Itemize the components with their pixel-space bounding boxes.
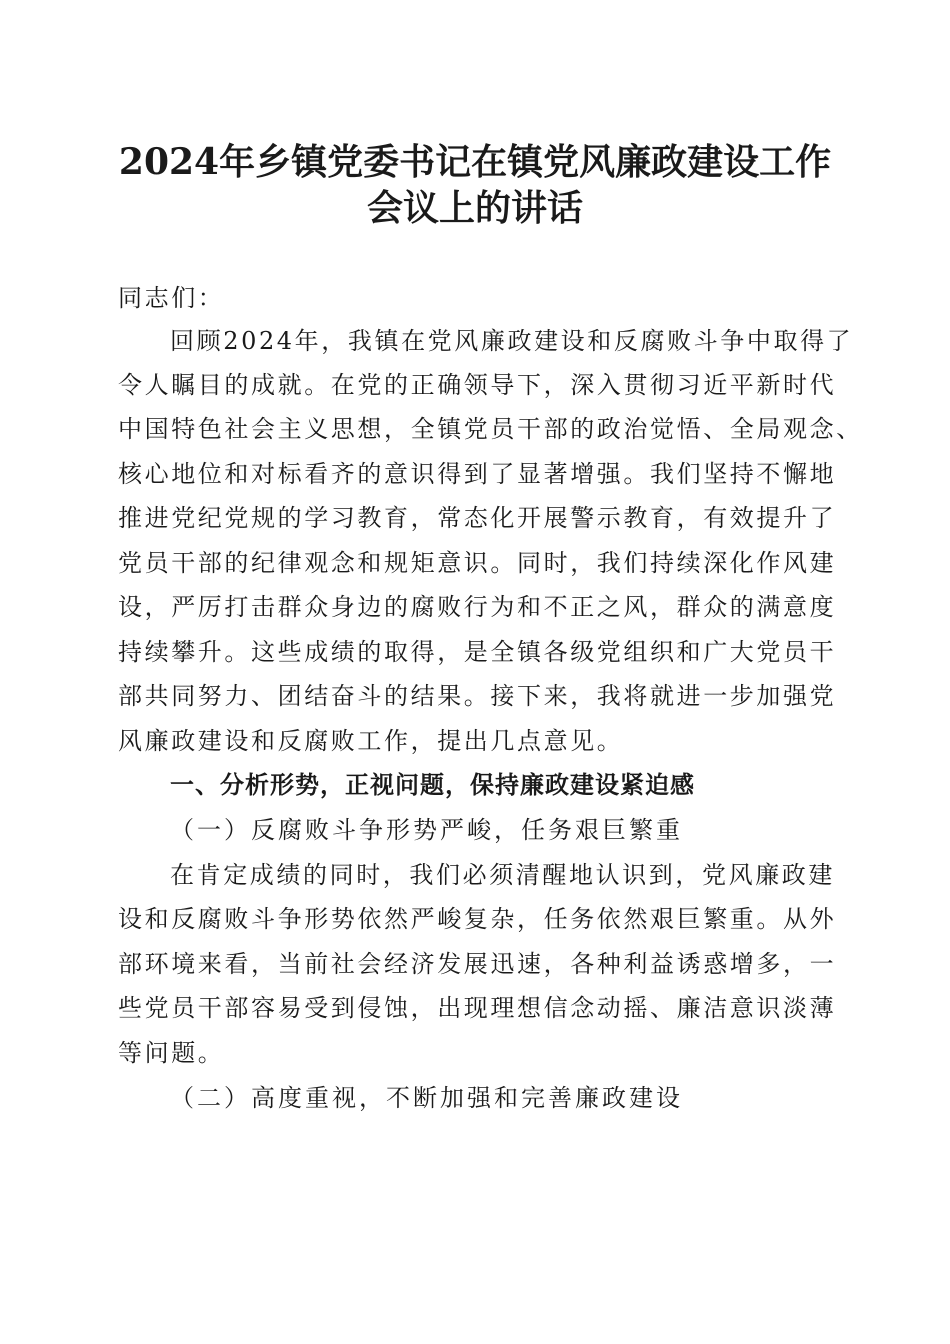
subsection-heading-1: （一）反腐败斗争形势严峻，任务艰巨繁重 xyxy=(170,816,683,844)
paragraph-line: 党员干部的纪律观念和规矩意识。同时，我们持续深化作风建 xyxy=(118,549,837,577)
paragraph-line: 风廉政建设和反腐败工作，提出几点意见。 xyxy=(118,727,624,755)
paragraph-line: 设，严厉打击群众身边的腐败行为和不正之风，群众的满意度 xyxy=(118,593,837,621)
paragraph-line: 等问题。 xyxy=(118,1039,225,1067)
document-title-line-1: 2024年乡镇党委书记在镇党风廉政建设工作 xyxy=(118,141,832,183)
paragraph-line: 持续攀升。这些成绩的取得，是全镇各级党组织和广大党员干 xyxy=(118,638,837,666)
paragraph-line: 部环境来看，当前社会经济发展迅速，各种利益诱惑增多，一 xyxy=(118,950,837,978)
paragraph-line: 些党员干部容易受到侵蚀，出现理想信念动摇、廉洁意识淡薄 xyxy=(118,994,837,1022)
paragraph-line: 部共同努力、团结奋斗的结果。接下来，我将就进一步加强党 xyxy=(118,682,837,710)
paragraph-line: 回顾2024年，我镇在党风廉政建设和反腐败斗争中取得了 xyxy=(170,327,854,355)
document-title-line-2: 会议上的讲话 xyxy=(366,187,583,229)
paragraph-line: 令人瞩目的成就。在党的正确领导下，深入贯彻习近平新时代 xyxy=(118,371,837,399)
subsection-heading-2: （二）高度重视，不断加强和完善廉政建设 xyxy=(170,1084,683,1112)
paragraph-line: 中国特色社会主义思想，全镇党员干部的政治觉悟、全局观念、 xyxy=(118,415,863,443)
section-heading-1: 一、分析形势，正视问题，保持廉政建设紧迫感 xyxy=(170,771,695,799)
paragraph-line: 推进党纪党规的学习教育，常态化开展警示教育，有效提升了 xyxy=(118,504,837,532)
paragraph-line: 在肯定成绩的同时，我们必须清醒地认识到，党风廉政建 xyxy=(170,861,835,889)
salutation: 同志们： xyxy=(118,284,225,312)
paragraph-line: 核心地位和对标看齐的意识得到了显著增强。我们坚持不懈地 xyxy=(118,460,837,488)
paragraph-line: 设和反腐败斗争形势依然严峻复杂，任务依然艰巨繁重。从外 xyxy=(118,905,837,933)
